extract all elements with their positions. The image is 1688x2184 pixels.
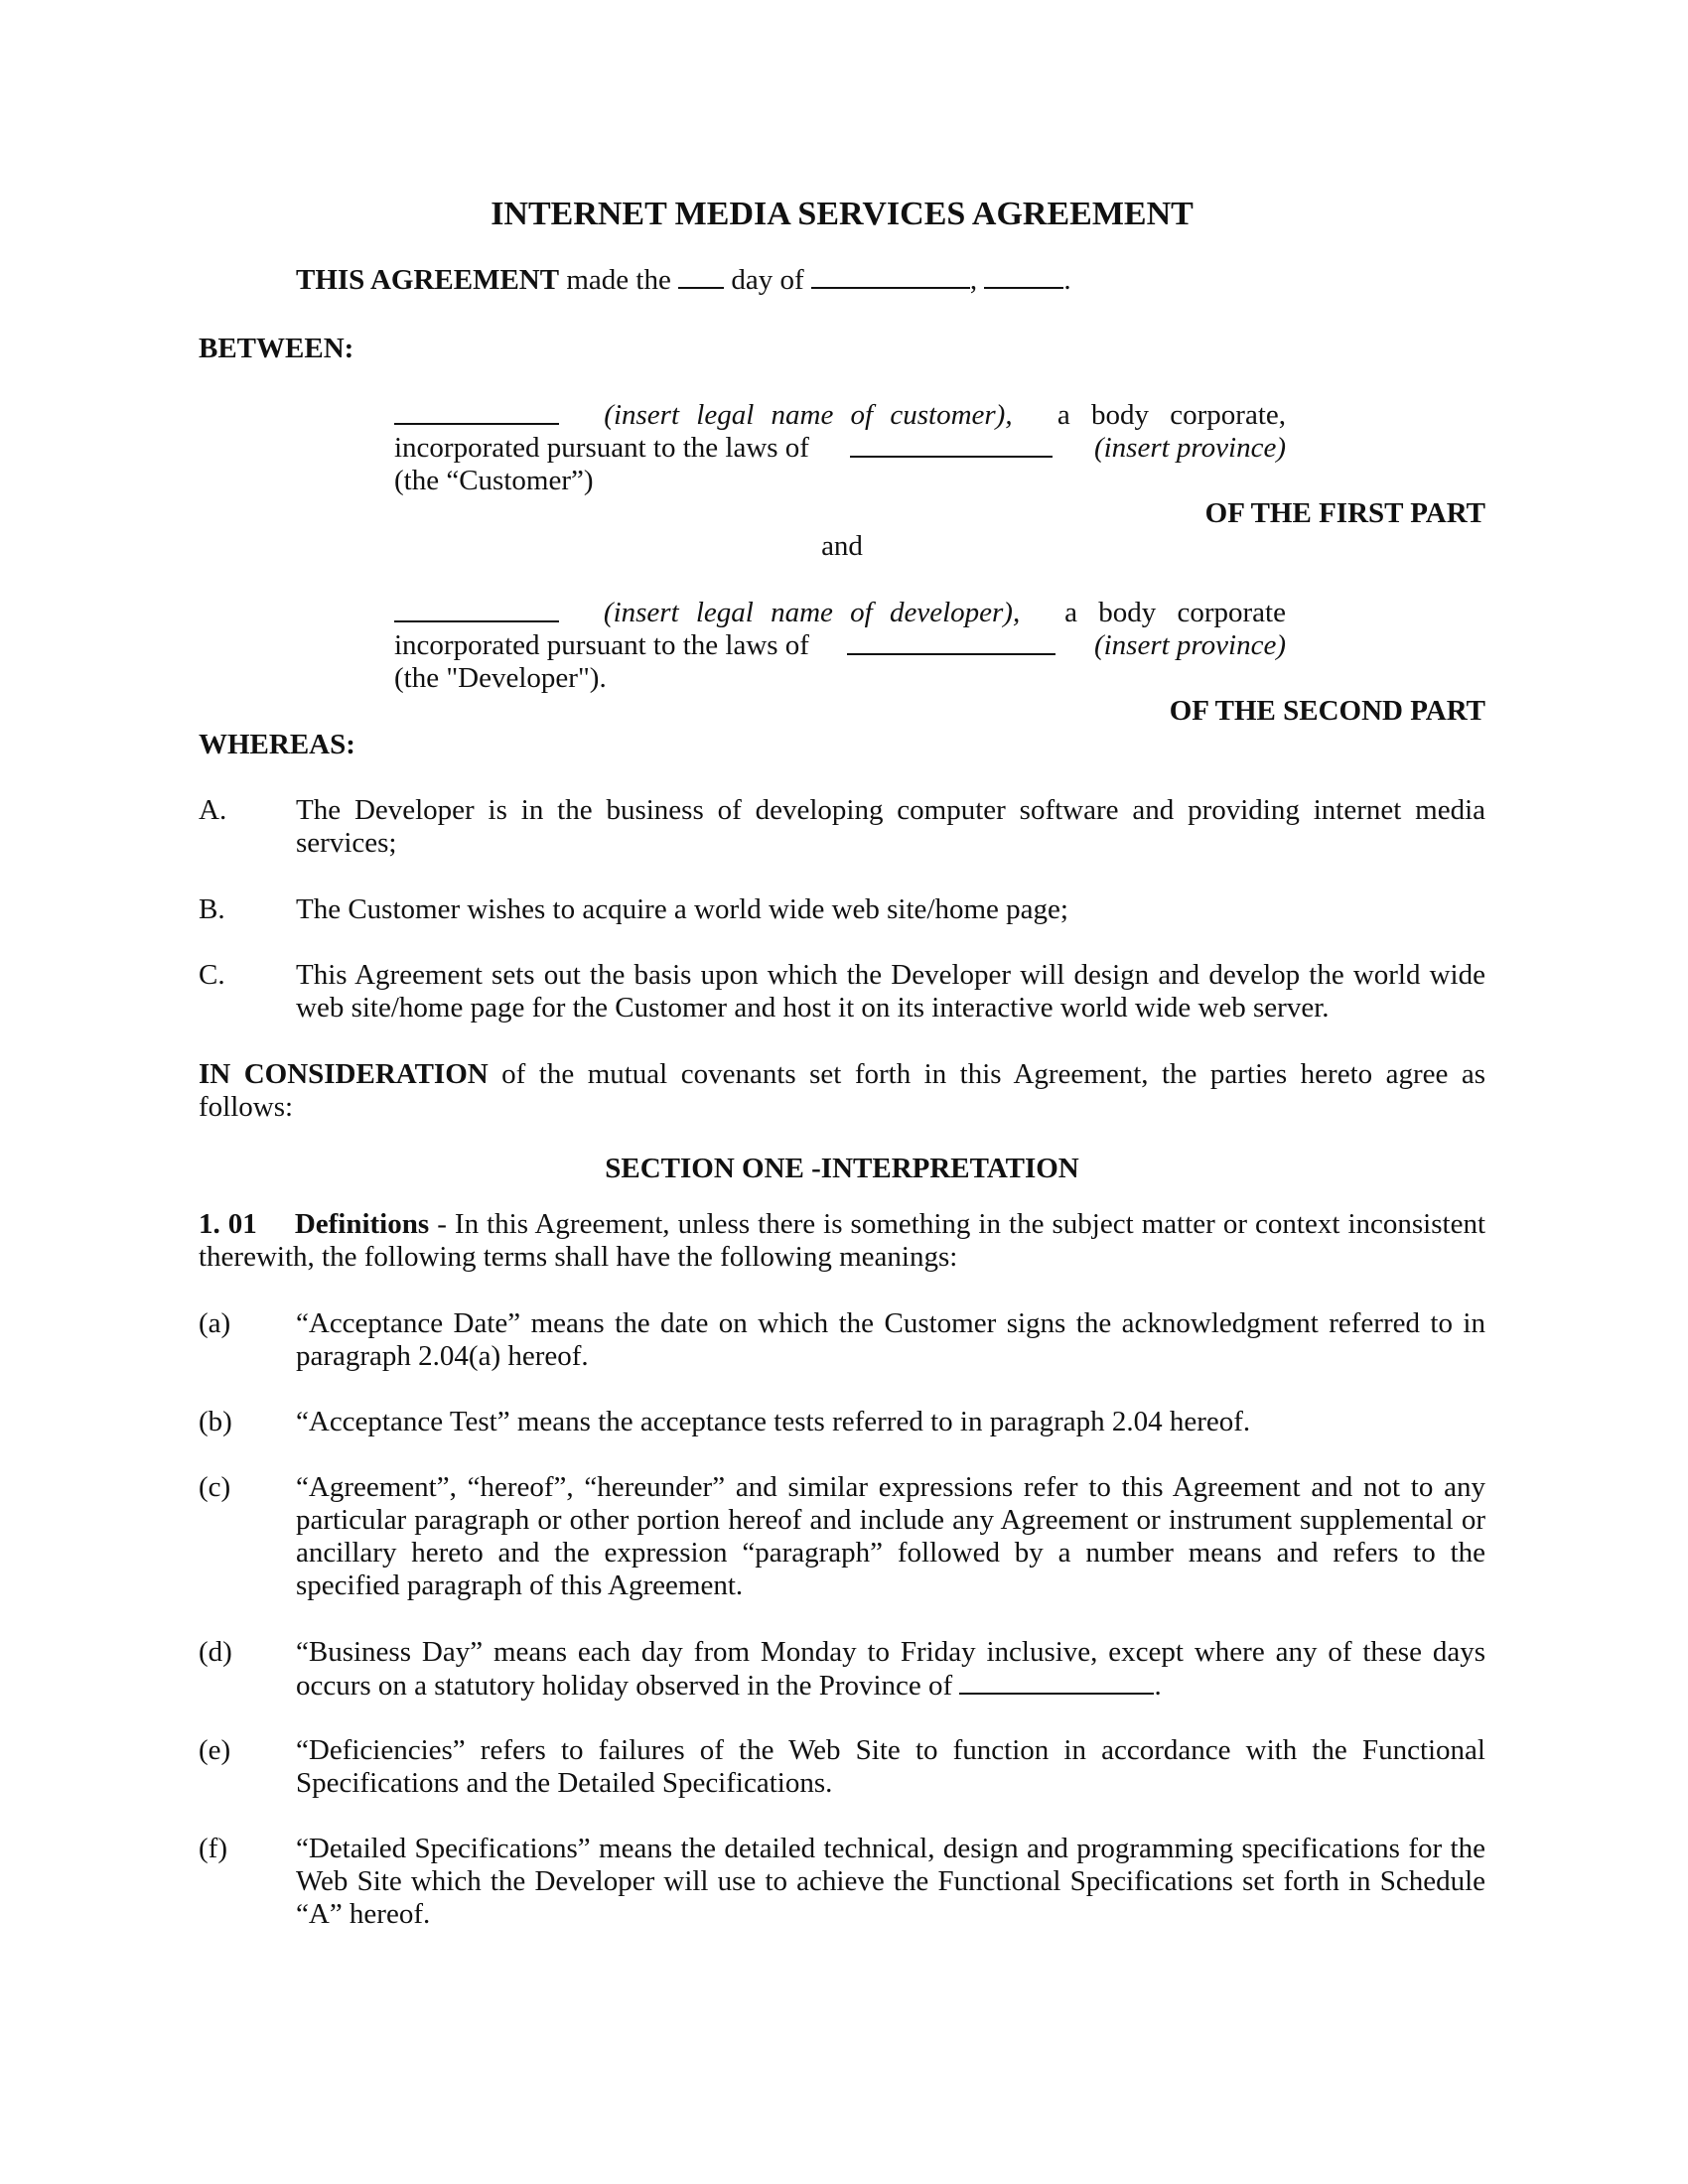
document-title: INTERNET MEDIA SERVICES AGREEMENT (491, 196, 1194, 232)
definition-label: (e) (199, 1734, 231, 1766)
definition-text: “Business Day” means each day from Monday to Friday inclusive, except where any of these days occurs on a statutory holiday observed in the Province of (296, 1636, 1485, 1702)
recital-text: The Developer is in the business of developing computer software and providing internet media services; (296, 794, 1485, 859)
definition-label: (d) (199, 1636, 232, 1668)
customer-name-blank[interactable] (394, 399, 559, 425)
and-connector: and (821, 530, 863, 562)
second-part-label: OF THE SECOND PART (1169, 695, 1485, 727)
developer-defined-term: (the "Developer"). (394, 662, 607, 694)
definition-text: “Detailed Specifications” means the detailed technical, design and programming specifications for the Web Site which the Developer will use to achieve the Functional Specifications set forth in Schedule “A” hereof. (296, 1833, 1485, 1930)
definition-text: “Agreement”, “hereof”, “hereunder” and similar expressions refer to this Agreement and not to any particular paragraph or other portion hereof and include any Agreement or instrument supplemental or ancillary hereto and the expression “paragraph” followed by a number means and refers to the specified paragraph of this Agreement. (296, 1471, 1485, 1601)
recital-label: A. (199, 794, 227, 826)
intro-period: . (1063, 264, 1071, 296)
definitions-intro (199, 1208, 1485, 1274)
customer-insert-name: (insert legal name of customer), (604, 399, 1013, 431)
recital-label: C. (199, 959, 225, 991)
definitions-heading: Definitions (294, 1208, 430, 1240)
recital-text: This Agreement sets out the basis upon which the Developer will design and develop the world wide web site/home page for the Customer and host it on its interactive world wide web server. (296, 959, 1485, 1024)
customer-insert-province: (insert province) (1093, 432, 1286, 464)
intro-made-the: made the (559, 264, 679, 296)
intro-bold: THIS AGREEMENT (296, 264, 560, 296)
recital-item (199, 893, 1485, 926)
intro-comma: , (969, 264, 985, 296)
customer-incorporated: incorporated pursuant to the laws of (394, 432, 809, 464)
definitions-intro-text: - In this Agreement, unless there is something in the subject matter or context inconsistent therewith, the following terms shall have the following meanings: (199, 1208, 1485, 1273)
developer-name-blank[interactable] (394, 597, 559, 622)
customer-party-block (394, 399, 1286, 497)
definition-label: (b) (199, 1406, 232, 1437)
definition-text: “Acceptance Test” means the acceptance tests referred to in paragraph 2.04 hereof. (296, 1406, 1251, 1437)
recital-item (199, 959, 1485, 1024)
developer-body-corporate: a body corporate (1064, 597, 1286, 628)
recital-item (199, 794, 1485, 860)
definition-item (199, 1734, 1485, 1800)
consideration-paragraph (199, 1058, 1485, 1124)
definition-label: (f) (199, 1833, 227, 1864)
developer-insert-name: (insert legal name of developer), (603, 597, 1021, 628)
definitions-number: 1. 01 (199, 1208, 257, 1240)
month-blank[interactable] (811, 263, 970, 289)
developer-province-blank[interactable] (847, 629, 1055, 655)
definition-item (199, 1307, 1485, 1373)
intro-day-of: day of (724, 264, 811, 296)
recital-label: B. (199, 893, 225, 925)
definition-item (199, 1406, 1485, 1438)
province-holiday-blank[interactable] (959, 1669, 1154, 1695)
definition-text: “Acceptance Date” means the date on which the Customer signs the acknowledgment referred to in paragraph 2.04(a) hereof. (296, 1307, 1485, 1372)
customer-body-corporate: a body corporate, (1056, 399, 1286, 431)
definition-label: (c) (199, 1471, 231, 1503)
developer-incorporated: incorporated pursuant to the laws of (394, 629, 809, 661)
document-page (199, 0, 1485, 2184)
definition-item (199, 1471, 1485, 1602)
first-part-label: OF THE FIRST PART (1204, 497, 1485, 529)
definition-label: (a) (199, 1307, 231, 1339)
consideration-bold: IN CONSIDERATION (199, 1058, 489, 1090)
recital-text: The Customer wishes to acquire a world wide web site/home page; (296, 893, 1068, 925)
customer-defined-term: (the “Customer”) (394, 465, 594, 496)
definition-text-wrap (296, 1636, 1485, 1703)
consideration-text: of the mutual covenants set forth in this Agreement, the parties hereto agree as follows: (199, 1058, 1485, 1123)
definition-tail: . (1154, 1670, 1162, 1702)
section-heading: SECTION ONE -INTERPRETATION (605, 1153, 1079, 1184)
customer-province-blank[interactable] (850, 432, 1053, 458)
definition-text: “Deficiencies” refers to failures of the Web Site to function in accordance with the Functional Specifications and the Detailed Specifications. (296, 1734, 1485, 1799)
whereas-heading: WHEREAS: (199, 729, 355, 760)
year-blank[interactable] (984, 263, 1063, 289)
developer-party-block (394, 597, 1286, 695)
definition-item (199, 1833, 1485, 1931)
between-heading: BETWEEN: (199, 333, 354, 364)
day-blank[interactable] (678, 263, 724, 289)
developer-insert-province: (insert province) (1093, 629, 1286, 661)
definition-item (199, 1636, 1485, 1703)
agreement-date-line (296, 263, 1071, 297)
